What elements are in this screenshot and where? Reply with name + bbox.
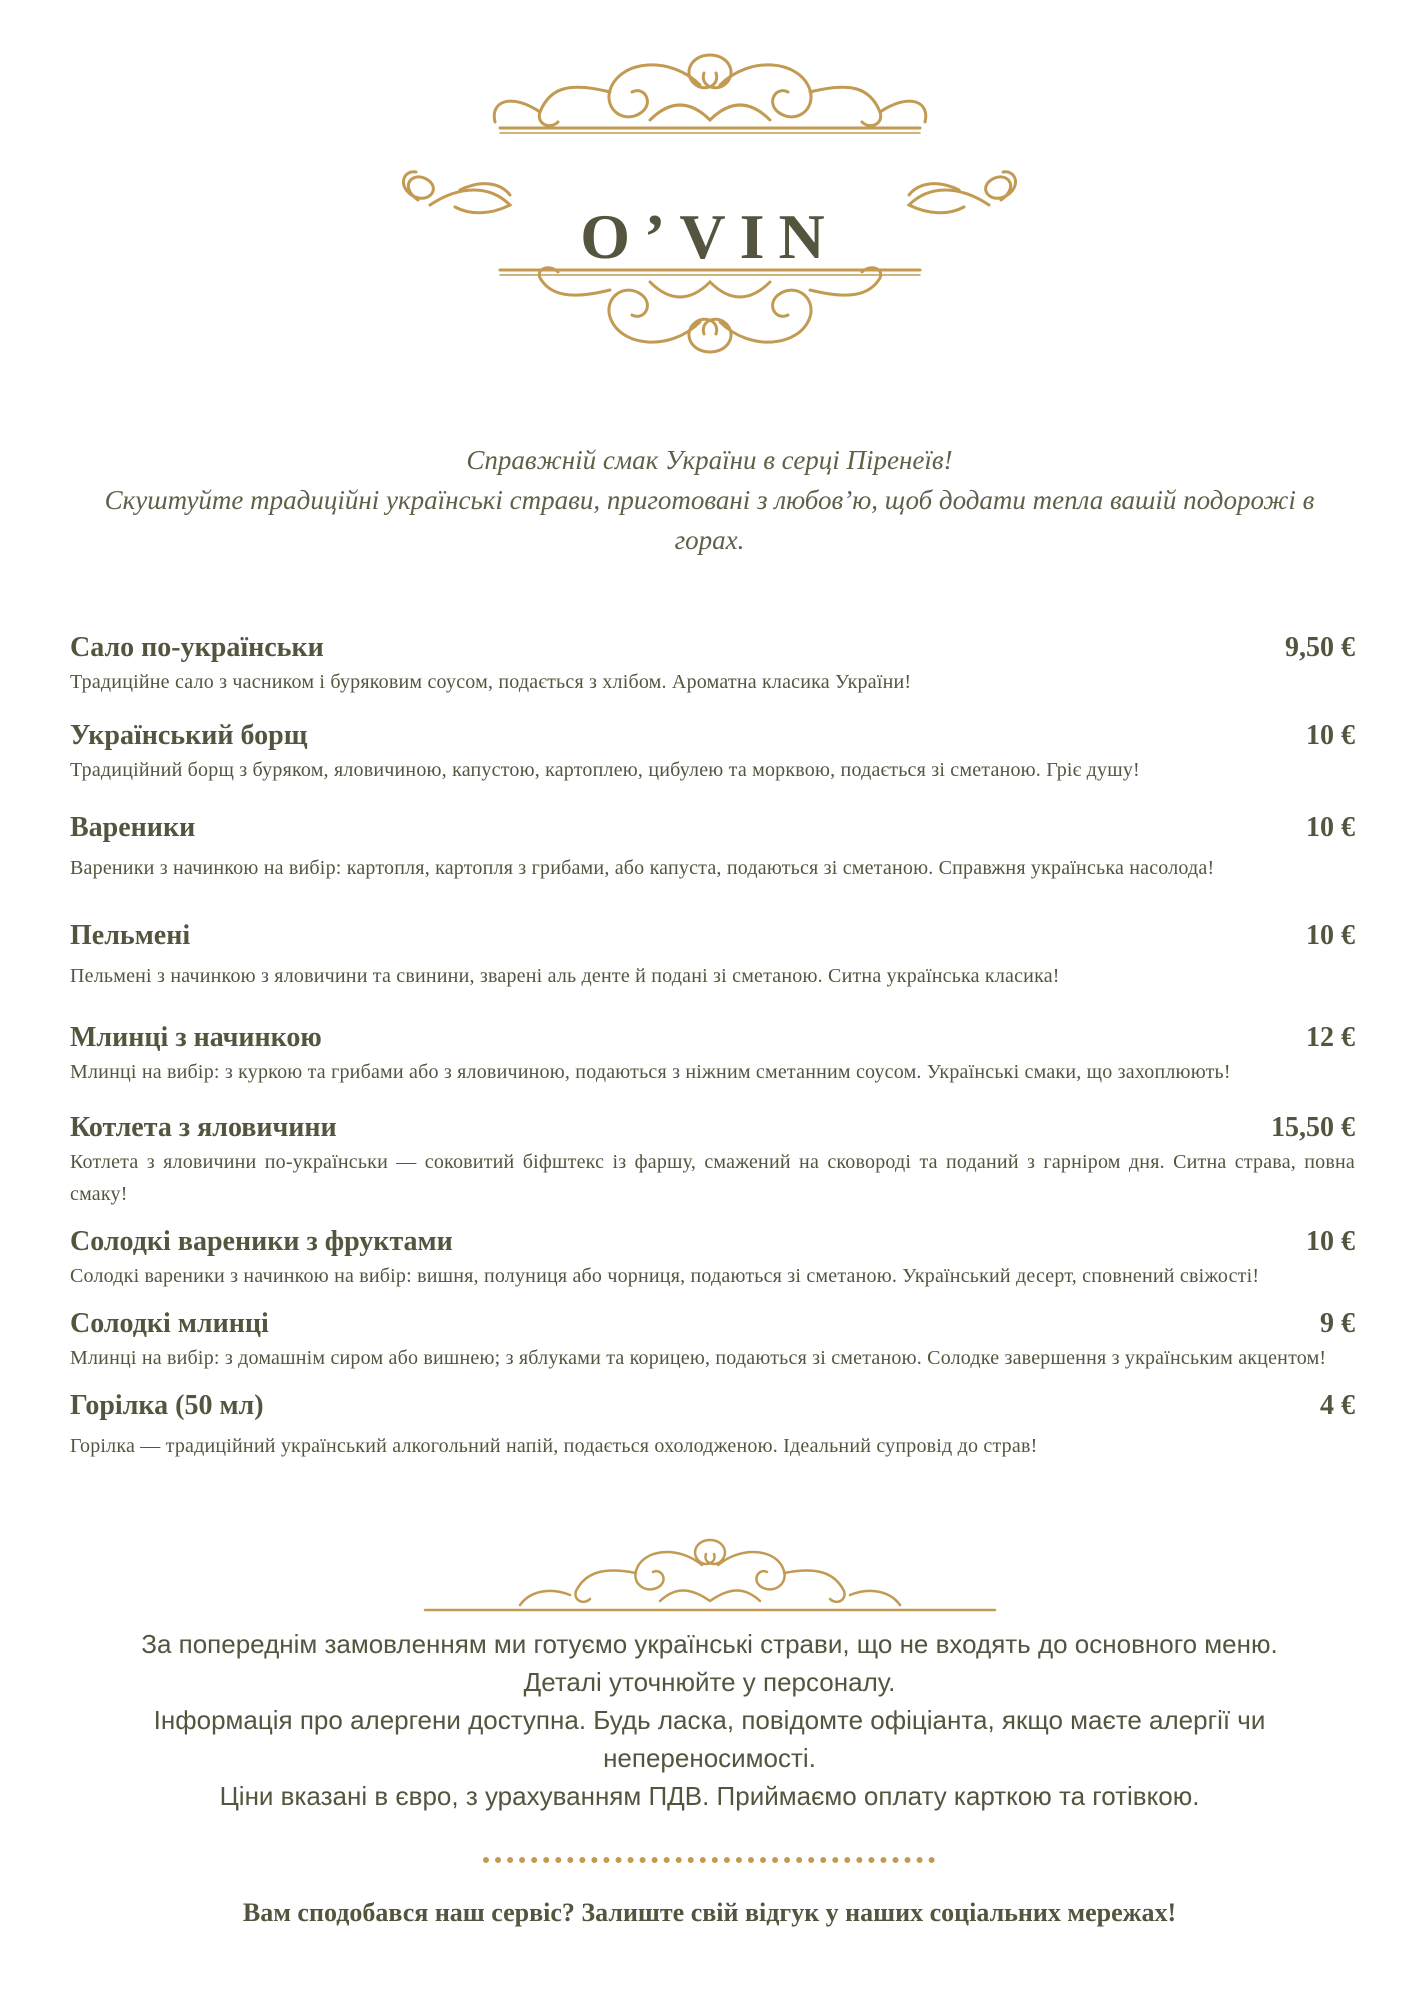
menu-item-price: 4 €: [1320, 1390, 1355, 1421]
menu-item-price: 10 €: [1306, 812, 1355, 843]
menu-item-name: Котлета з яловичини: [70, 1112, 337, 1143]
menu-item-price: 12 €: [1306, 1022, 1355, 1053]
brand-title: O’VIN: [580, 201, 839, 272]
menu-item-price: 15,50 €: [1271, 1112, 1355, 1143]
note-allergens: Інформація про алергени доступна. Будь ласка, повідомте офіціанта, якщо маєте алергії чи непереносимості.: [153, 1705, 1266, 1773]
menu-item: [70, 1110, 1355, 1210]
menu-item-name: Український борщ: [70, 720, 308, 751]
menu-item-description: Традиційний борщ з буряком, яловичиною, капустою, картоплею, цибулею та морквою, подається зі сметаною. Гріє душу!: [70, 759, 1140, 781]
note-details: Деталі уточнюйте у персоналу.: [523, 1667, 896, 1697]
menu-item-description: Котлета з яловичини по-українськи — соковитий біфштекс із фаршу, смажений на сковороді та поданий з гарніром дня. Ситна страва, повна смаку!: [70, 1151, 1355, 1205]
note-preorder: За попереднім замовленням ми готуємо українські страви, що не входять до основного меню.: [141, 1629, 1278, 1659]
menu-item: [70, 718, 1355, 786]
menu-item-price: 10 €: [1306, 1226, 1355, 1257]
menu-item: [70, 1224, 1355, 1292]
menu-item-description: Пельмені з начинкою з яловичини та свинини, зварені аль денте й подані зі сметаною. Ситна українська класика!: [70, 965, 1060, 987]
menu-item-description: Горілка — традиційний український алкогольний напій, подається охолодженою. Ідеальний супровід до страв!: [70, 1435, 1038, 1457]
menu-item: [70, 630, 1355, 698]
menu-item-price: 10 €: [1306, 720, 1355, 751]
menu-item: [70, 1020, 1355, 1088]
menu-item-name: Сало по-українськи: [70, 632, 324, 663]
menu-item: [70, 918, 1355, 992]
menu-item-description: Солодкі вареники з начинкою на вибір: вишня, полуниця або чорниця, подаються зі сметаною. Український десерт, сповнений свіжості!: [70, 1265, 1260, 1287]
dotted-divider: [483, 1857, 935, 1863]
intro-line-1: Справжній смак України в серці Піренеїв!: [466, 445, 953, 475]
menu-item: [70, 810, 1355, 884]
note-prices: Ціни вказані в євро, з урахуванням ПДВ. Приймаємо оплату карткою та готівкою.: [219, 1781, 1200, 1811]
menu-item-description: Вареники з начинкою на вибір: картопля, картопля з грибами, або капуста, подаються зі сметаною. Справжня українська насолода!: [70, 857, 1215, 879]
footer-flourish-icon: [420, 1535, 1000, 1615]
menu-item-description: Млинці на вибір: з домашнім сиром або вишнею; з яблуками та корицею, подаються зі сметаною. Солодке завершення з українським акцентом!: [70, 1347, 1327, 1369]
menu-item-description: Млинці на вибір: з куркою та грибами або з яловичиною, подаються з ніжним сметанним соусом. Українські смаки, що захоплюють!: [70, 1061, 1231, 1083]
intro-line-2: Скуштуйте традиційні українські страви, приготовані з любов’ю, щоб додати тепла вашій подорожі в горах.: [104, 485, 1315, 555]
menu-item-name: Солодкі млинці: [70, 1308, 269, 1339]
menu-item: [70, 1306, 1355, 1374]
menu-item-name: Горілка (50 мл): [70, 1390, 264, 1421]
feedback-cta: Вам сподобався наш сервіс? Залиште свій відгук у наших соціальних мережах!: [242, 1898, 1177, 1927]
menu-item-name: Солодкі вареники з фруктами: [70, 1226, 453, 1257]
menu-item-price: 9,50 €: [1285, 632, 1355, 663]
menu-item: [70, 1388, 1355, 1462]
menu-item-name: Млинці з начинкою: [70, 1022, 322, 1053]
menu-item-name: Вареники: [70, 812, 196, 843]
menu-item-description: Традиційне сало з часником і буряковим соусом, подається з хлібом. Ароматна класика України!: [70, 671, 912, 693]
notes-section: [80, 1625, 1339, 1815]
menu-item-price: 9 €: [1320, 1308, 1355, 1339]
menu-item-price: 10 €: [1306, 920, 1355, 951]
menu-item-name: Пельмені: [70, 920, 191, 951]
intro-text: [70, 440, 1349, 560]
menu-list: [70, 630, 1355, 1462]
header-ornament: [0, 40, 1419, 370]
